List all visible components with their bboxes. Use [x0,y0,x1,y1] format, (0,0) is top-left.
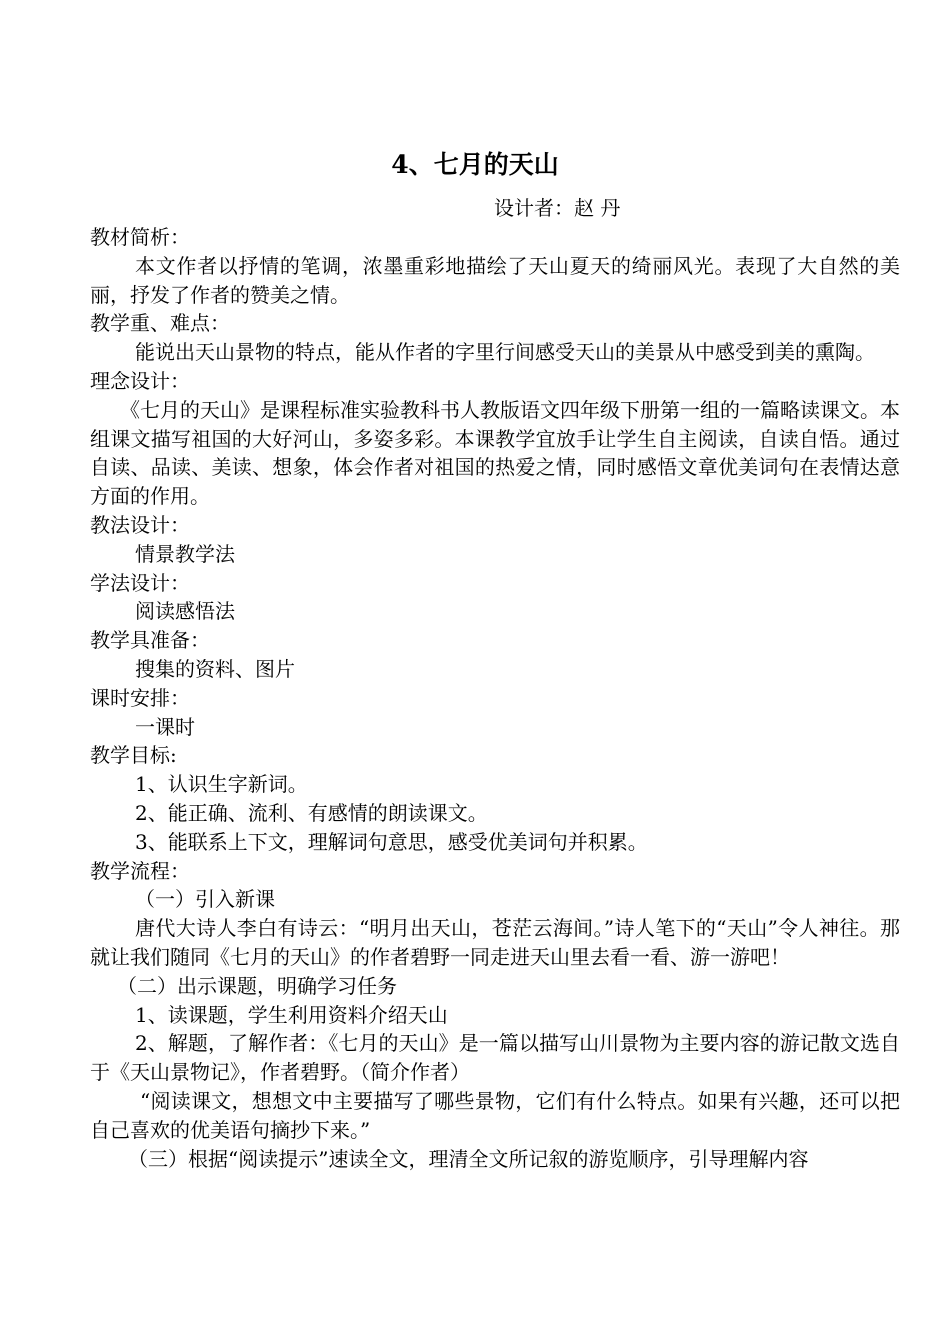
step3-heading: （三）根据“阅读提示”速读全文，理清全文所记叙的游览顺序，引导理解内容 [128,1146,809,1171]
section-label-tools: 教学具准备： [90,628,210,653]
section-text-teaching-method: 情景教学法 [135,541,235,566]
step1-heading: （一）引入新课 [135,887,275,912]
section-text-material: 本文作者以抒情的笔调，浓墨重彩地描绘了天山夏天的绮丽风光。表现了大自然的美丽，抒发了作者的赞美之情。 [90,253,900,307]
goal-item-2: 2、能正确、流利、有感情的朗读课文。 [135,800,488,825]
document-body [90,223,900,1173]
step2-quote: “阅读课文，想想文中主要描写了哪些景物，它们有什么特点。如果有兴趣，还可以把自己喜欢的优美语句摘抄下来。” [90,1088,900,1142]
section-label-learning-method: 学法设计： [90,570,190,595]
step2-heading: （二）出示课题，明确学习任务 [117,973,397,998]
section-text-concept: 《七月的天山》是课程标准实验教科书人教版语文四年级下册第一组的一篇略读课文。本组课文描写祖国的大好河山，多姿多彩。本课教学宜放手让学生自主阅读，自读自悟。通过自读、品读、美读、想象，体会作者对祖国的热爱之情，同时感悟文章优美词句在表情达意方面的作用。 [90,397,900,509]
section-text-key-points: 能说出天山景物的特点，能从作者的字里行间感受天山的美景从中感受到美的熏陶。 [135,340,875,365]
section-label-goals: 教学目标: [90,743,177,768]
document-author: 设计者：赵 丹 [494,196,621,220]
section-text-tools: 搜集的资料、图片 [135,656,295,681]
section-label-key-points: 教学重、难点： [90,311,230,336]
goal-item-3: 3、能联系上下文，理解词句意思，感受优美词句并积累。 [135,829,648,854]
section-label-process: 教学流程： [90,858,190,883]
section-label-concept: 理念设计： [90,368,190,393]
document-title: 4、七月的天山 [391,150,559,179]
section-label-schedule: 课时安排： [90,685,190,710]
section-text-learning-method: 阅读感悟法 [135,599,235,624]
step2-item-1: 1、读课题，学生利用资料介绍天山 [135,1002,448,1027]
section-label-teaching-method: 教法设计： [90,512,190,537]
section-label-material: 教材简析： [90,225,190,249]
goal-item-1: 1、认识生字新词。 [135,772,308,797]
step1-text: 唐代大诗人李白有诗云：“明月出天山，苍茫云海间。”诗人笔下的“天山”令人神往。那就让我们随同《七月的天山》的作者碧野一同走进天山里去看一看、游一游吧！ [90,916,900,969]
step2-item-2: 2、解题，了解作者：《七月的天山》是一篇以描写山川景物为主要内容的游记散文选自于《天山景物记》，作者碧野。（简介作者） [90,1031,900,1085]
section-text-schedule: 一课时 [135,714,195,739]
